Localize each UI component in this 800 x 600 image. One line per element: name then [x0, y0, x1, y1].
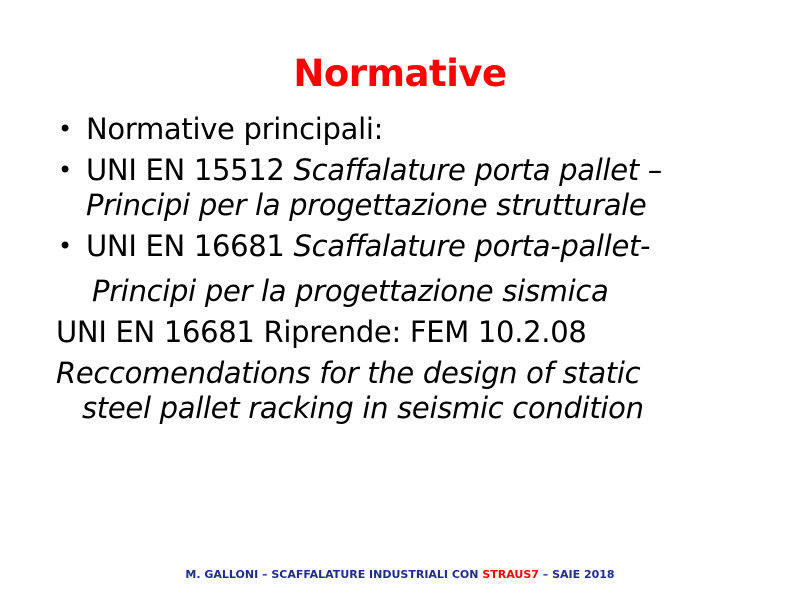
standard-code: UNI EN 16681 — [86, 229, 294, 263]
footer-software-name: STRAUS7 — [482, 568, 539, 581]
slide-content — [56, 112, 776, 426]
bullet-text: Normative principali: — [86, 112, 384, 146]
standard-code: UNI EN 15512 — [86, 153, 294, 187]
bullet-icon: • — [58, 156, 72, 184]
bullet-icon: • — [58, 115, 72, 143]
reference-line: UNI EN 16681 Riprende: FEM 10.2.08 — [56, 315, 587, 349]
bullet-item-uni-en-16681 — [56, 229, 776, 309]
bullet-icon: • — [58, 232, 72, 260]
bullet-text-line-2: Principi per la progettazione sismica — [92, 274, 609, 308]
bullet-text-line-1 — [86, 229, 776, 264]
fem-title-line-1: Reccomendations for the design of static — [56, 356, 641, 390]
footer-author-text: M. GALLONI – SCAFFALATURE INDUSTRIALI CON — [185, 568, 483, 581]
slide-title: Normative — [293, 52, 507, 95]
footer-event-text: – SAIE 2018 — [538, 568, 615, 581]
fem-title-line-2: steel pallet racking in seismic condition — [82, 391, 644, 425]
bullet-text-line-2: Principi per la progettazione strutturale — [86, 188, 647, 222]
standard-title: Scaffalature porta-pallet- — [293, 229, 651, 263]
standard-title: Scaffalature porta pallet – — [293, 153, 662, 187]
bullet-item-normative-principali — [56, 112, 776, 147]
bullet-text-line-1 — [86, 153, 776, 188]
bullet-item-uni-en-15512 — [56, 153, 776, 223]
slide-footer — [0, 568, 800, 581]
